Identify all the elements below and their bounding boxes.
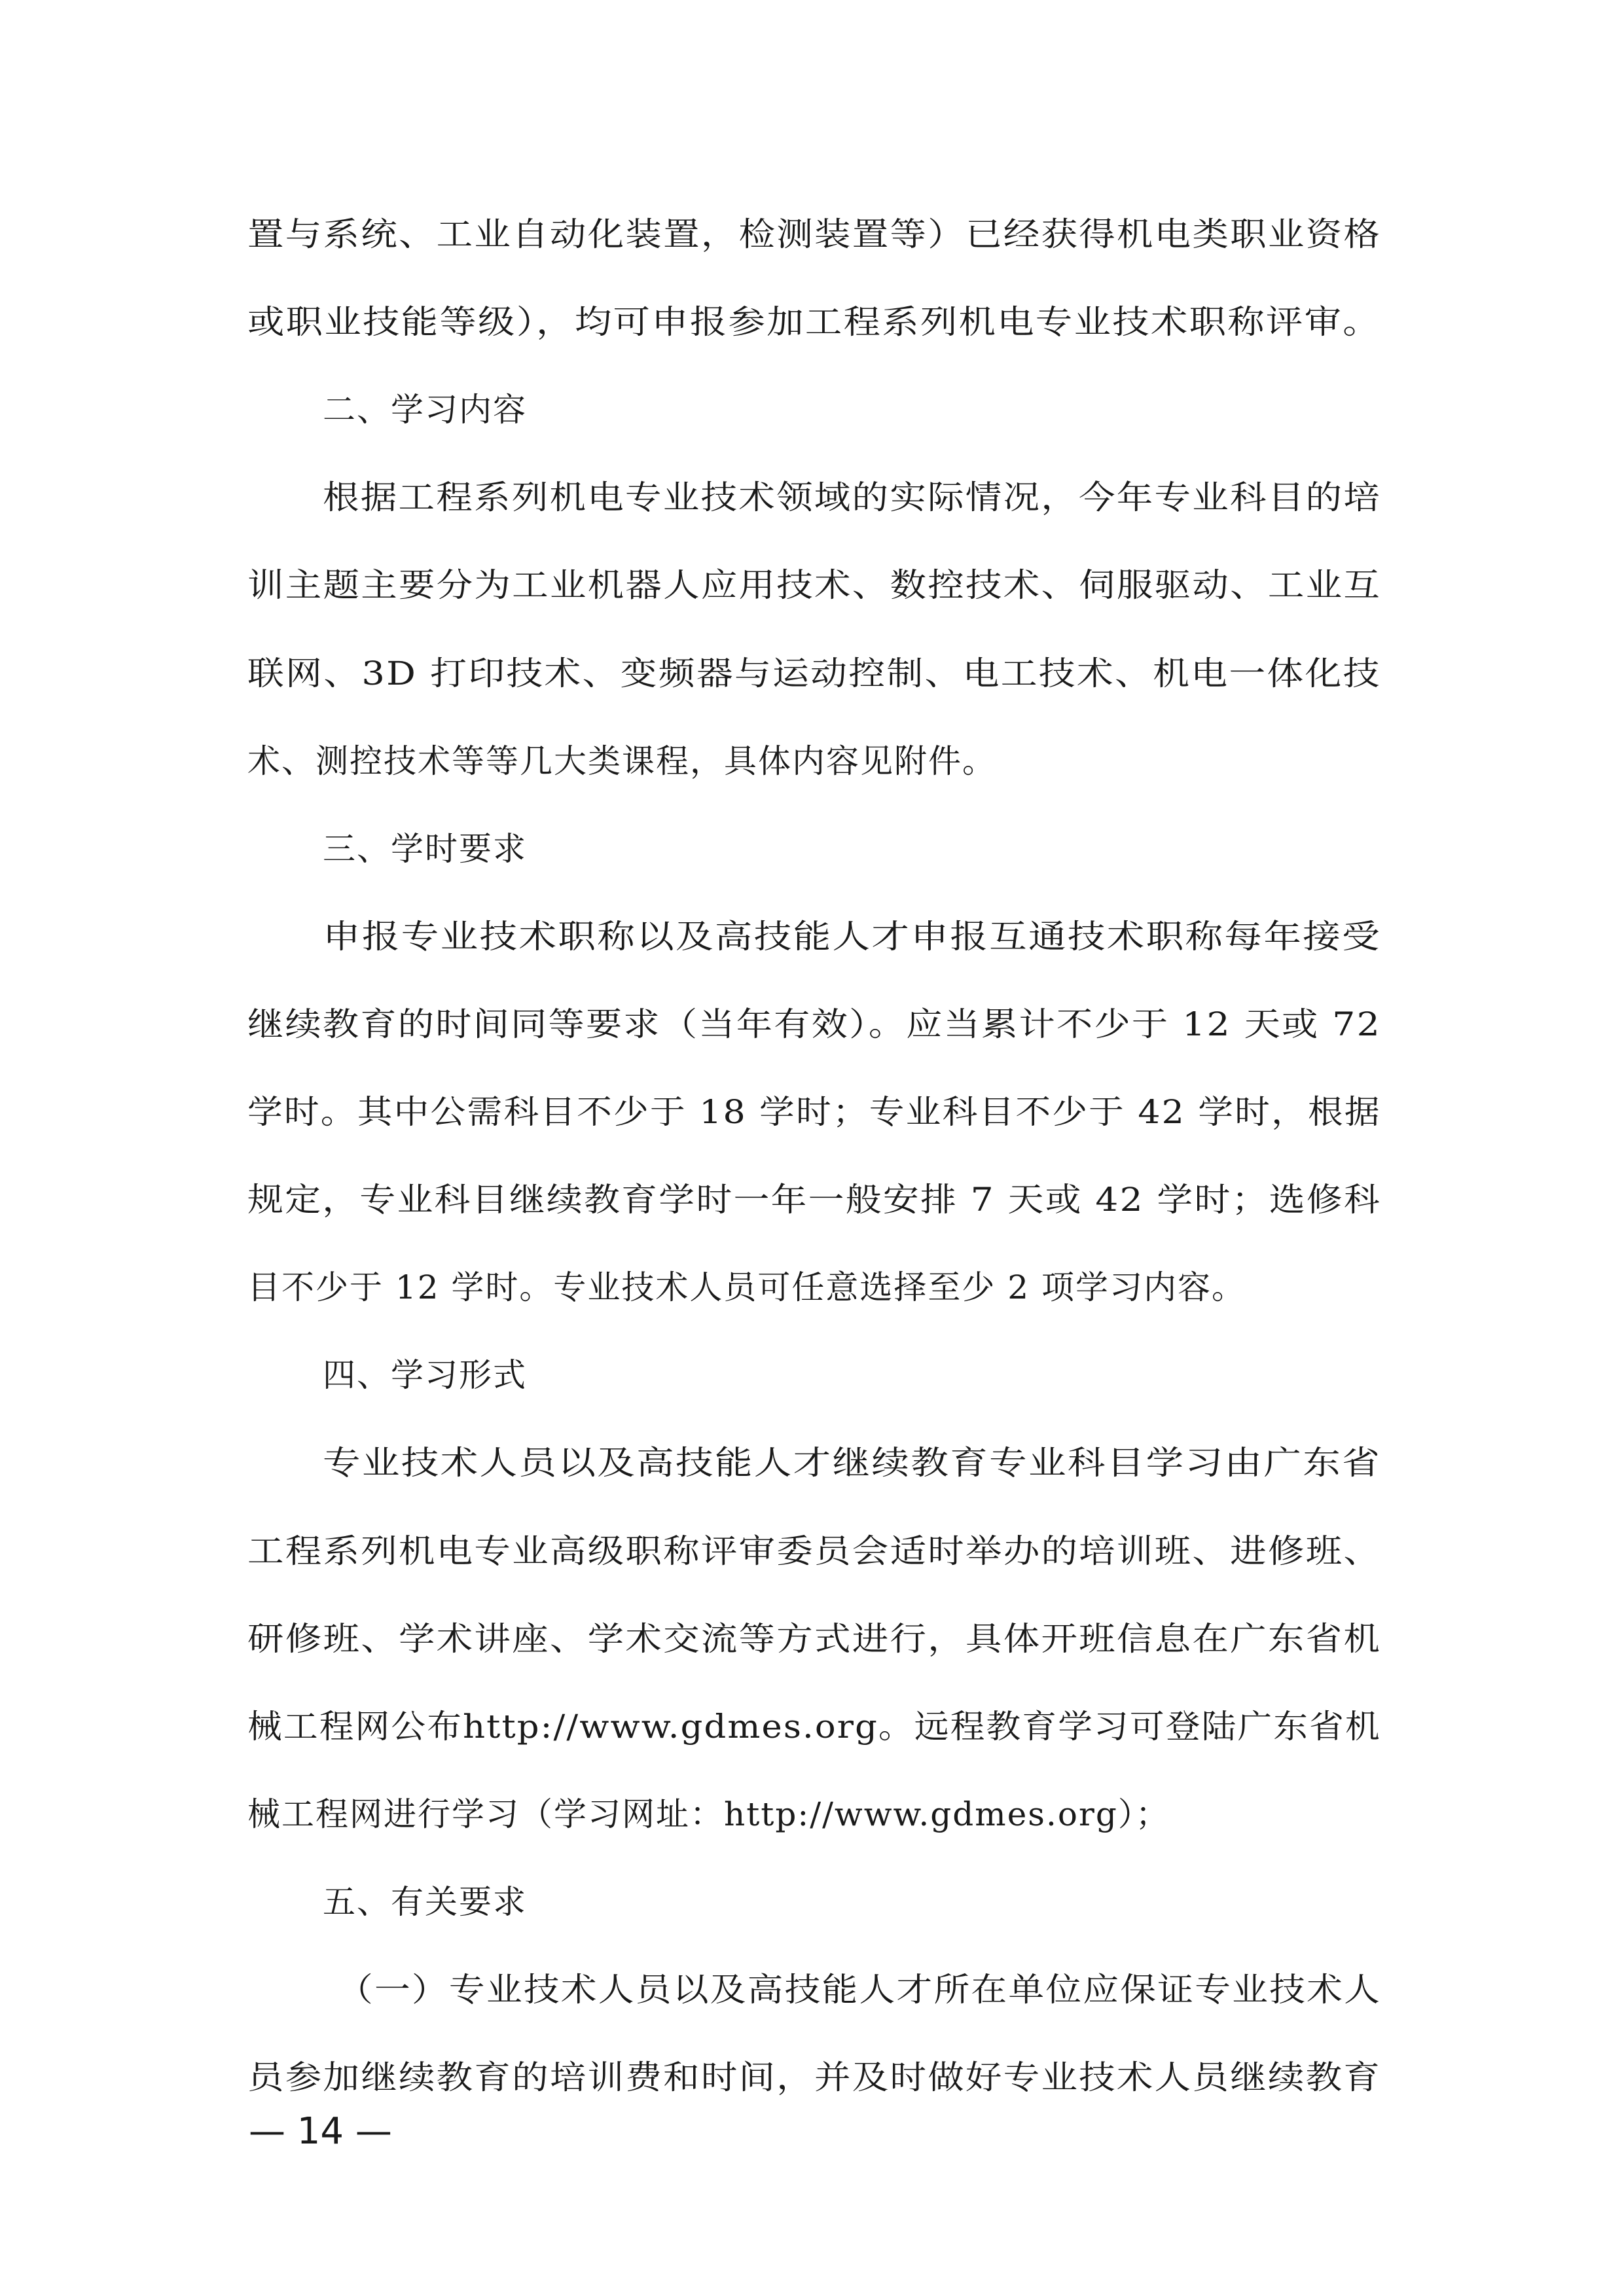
text-line: 术、测控技术等等几大类课程，具体内容见附件。 <box>247 742 996 780</box>
text-line: 员参加继续教育的培训费和时间，并及时做好专业技术人员继续教育 <box>247 2058 1382 2096</box>
section-heading: 四、学习形式 <box>323 1356 527 1394</box>
section-heading: 二、学习内容 <box>323 391 527 429</box>
text-line: 继续教育的时间同等要求（当年有效）。应当累计不少于 12 天或 72 <box>247 1005 1381 1043</box>
text-line: 械工程网公布http://www.gdmes.org。远程教育学习可登陆广东省机 <box>247 1708 1381 1746</box>
text-line: 研修班、学术讲座、学术交流等方式进行，具体开班信息在广东省机 <box>247 1620 1382 1658</box>
text-line: 专业技术人员以及高技能人才继续教育专业科目学习由广东省 <box>323 1444 1381 1482</box>
text-line: 规定，专业科目继续教育学时一年一般安排 7 天或 42 学时；选修科 <box>247 1181 1382 1219</box>
text-line: （一）专业技术人员以及高技能人才所在单位应保证专业技术人 <box>337 1971 1382 2009</box>
text-line: 联网、3D 打印技术、变频器与运动控制、电工技术、机电一体化技 <box>247 655 1381 692</box>
text-line: 或职业技能等级），均可申报参加工程系列机电专业技术职称评审。 <box>247 303 1381 341</box>
text-line: 学时。其中公需科目不少于 18 学时；专业科目不少于 42 学时，根据 <box>247 1093 1381 1131</box>
text-line: 训主题主要分为工业机器人应用技术、数控技术、伺服驱动、工业互 <box>247 566 1382 604</box>
text-line: 置与系统、工业自动化装置，检测装置等）已经获得机电类职业资格 <box>247 215 1382 253</box>
section-heading: 五、有关要求 <box>323 1883 527 1921</box>
page-number: — 14 — <box>249 2110 392 2153</box>
text-line: 械工程网进行学习（学习网址：http://www.gdmes.org）； <box>247 1795 1170 1833</box>
text-line: 申报专业技术职称以及高技能人才申报互通技术职称每年接受 <box>323 918 1381 956</box>
text-line: 根据工程系列机电专业技术领域的实际情况，今年专业科目的培 <box>323 478 1382 516</box>
section-heading: 三、学时要求 <box>323 830 527 868</box>
text-line: 目不少于 12 学时。专业技术人员可任意选择至少 2 项学习内容。 <box>247 1268 1246 1306</box>
text-line: 工程系列机电专业高级职称评审委员会适时举办的培训班、进修班、 <box>247 1532 1382 1570</box>
